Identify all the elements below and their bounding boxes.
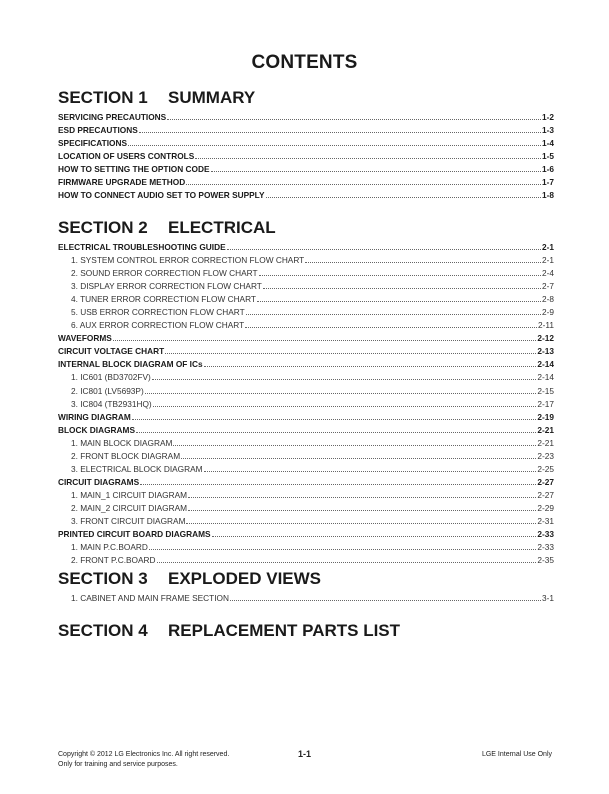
section-3 xyxy=(58,569,554,605)
copyright-text: Copyright © 2012 LG Electronics Inc. All right reserved. xyxy=(58,751,230,758)
toc-entry-title: 5. USB ERROR CORRECTION FLOW CHART xyxy=(71,307,245,318)
dot-leader xyxy=(145,393,537,394)
toc-entry-title: BLOCK DIAGRAMS xyxy=(58,424,135,435)
dot-leader xyxy=(188,510,536,511)
toc-entry-title: 2. SOUND ERROR CORRECTION FLOW CHART xyxy=(71,268,258,279)
dot-leader xyxy=(257,301,541,302)
toc-entry xyxy=(58,437,554,450)
toc-entry xyxy=(58,176,554,189)
toc-entry-title: LOCATION OF USERS CONTROLS xyxy=(58,151,195,162)
toc-entry-title: CIRCUIT DIAGRAMS xyxy=(58,476,140,487)
toc-entry-title: 6. AUX ERROR CORRECTION FLOW CHART xyxy=(71,320,245,331)
toc-entry-page: 2-33 xyxy=(537,529,554,540)
toc-entry-page: 1-4 xyxy=(542,138,554,149)
toc-entry xyxy=(58,345,554,358)
toc-entry xyxy=(58,241,554,254)
toc-entry-page: 2-12 xyxy=(537,333,554,344)
toc-entry-title: ELECTRICAL TROUBLESHOOTING GUIDE xyxy=(58,242,226,252)
toc-entry xyxy=(58,476,554,489)
dot-leader xyxy=(195,158,541,159)
dot-leader xyxy=(157,562,537,563)
toc-entry-title: 3. ELECTRICAL BLOCK DIAGRAM xyxy=(71,463,203,474)
toc-entry-title: 1. SYSTEM CONTROL ERROR CORRECTION FLOW CHART xyxy=(71,255,305,266)
dot-leader xyxy=(173,445,536,446)
toc-entry-page: 2-27 xyxy=(537,489,554,500)
toc-entry-page: 2-15 xyxy=(537,385,554,396)
toc-entry xyxy=(58,137,554,150)
toc-entry xyxy=(58,267,554,280)
toc-entry-page: 1-7 xyxy=(542,177,554,188)
toc-entry-page: 2-19 xyxy=(537,411,554,422)
section-2 xyxy=(58,218,554,567)
dot-leader xyxy=(181,458,536,459)
dot-leader xyxy=(186,523,536,524)
toc-entry-title: HOW TO CONNECT AUDIO SET TO POWER SUPPLY xyxy=(58,190,265,201)
section-name: ELECTRICAL xyxy=(168,218,276,237)
toc-entry-page: 2-23 xyxy=(537,450,554,461)
dot-leader xyxy=(132,419,537,420)
toc-entry-title: WAVEFORMS xyxy=(58,333,112,344)
toc-entry xyxy=(58,150,554,163)
toc-entry-page: 1-8 xyxy=(542,190,554,201)
toc-entry-page: 2-14 xyxy=(537,359,554,370)
toc-entry-page: 1-5 xyxy=(542,151,554,162)
toc-entry-title: 2. FRONT P.C.BOARD xyxy=(71,555,156,566)
section-name: REPLACEMENT PARTS LIST xyxy=(168,621,401,640)
toc-entry-page: 1-3 xyxy=(542,125,554,136)
training-text: Only for training and service purposes. xyxy=(58,761,178,768)
section-number: SECTION 1 xyxy=(58,88,148,107)
toc-entry xyxy=(58,554,554,567)
toc-list xyxy=(58,592,554,605)
toc-entry-page: 2-35 xyxy=(537,555,554,566)
section-4 xyxy=(58,621,554,644)
toc-entry xyxy=(58,424,554,437)
internal-use-text: LGE Internal Use Only xyxy=(481,751,552,758)
toc-entry-title: 1. MAIN BLOCK DIAGRAM xyxy=(71,437,173,448)
toc-entry-title: 3. FRONT CIRCUIT DIAGRAM xyxy=(71,515,186,526)
toc-entry-title: ESD PRECAUTIONS xyxy=(58,125,138,136)
section-name: EXPLODED VIEWS xyxy=(168,569,322,588)
page-title: CONTENTS xyxy=(251,52,358,73)
toc-entry-title: 4. TUNER ERROR CORRECTION FLOW CHART xyxy=(71,294,257,305)
toc-entry xyxy=(58,124,554,137)
dot-leader xyxy=(259,275,541,276)
toc-entry-title: 2. IC801 (LV5693P) xyxy=(71,385,144,396)
toc-entry-title: HOW TO SETTING THE OPTION CODE xyxy=(58,164,210,175)
toc-entry xyxy=(58,280,554,293)
dot-leader xyxy=(227,249,541,250)
toc-entry-page: 2-8 xyxy=(542,294,554,305)
toc-entry-title: FIRMWARE UPGRADE METHOD xyxy=(58,177,186,188)
toc-entry-title: PRINTED CIRCUIT BOARD DIAGRAMS xyxy=(58,529,211,540)
toc-entry-page: 2-7 xyxy=(542,281,554,292)
toc-entry xyxy=(58,358,554,371)
toc-entry-title: 3. IC804 (TB2931HQ) xyxy=(71,398,152,409)
toc-entry-page: 1-2 xyxy=(542,112,554,122)
dot-leader xyxy=(266,197,541,198)
toc-entry xyxy=(58,592,554,605)
toc-entry xyxy=(58,398,554,411)
dot-leader xyxy=(204,471,537,472)
toc-entry xyxy=(58,411,554,424)
section-number: SECTION 3 xyxy=(58,569,148,588)
dot-leader xyxy=(140,484,536,485)
toc-entry xyxy=(58,163,554,176)
dot-leader xyxy=(230,600,541,601)
dot-leader xyxy=(212,536,537,537)
dot-leader xyxy=(149,549,537,550)
dot-leader xyxy=(136,432,536,433)
section-heading xyxy=(58,569,554,589)
toc-entry-title: SPECIFICATIONS xyxy=(58,138,127,149)
section-number: SECTION 4 xyxy=(58,621,148,640)
dot-leader xyxy=(263,288,541,289)
toc-entry-page: 2-9 xyxy=(542,307,554,318)
dot-leader xyxy=(128,145,541,146)
toc-entry-page: 1-6 xyxy=(542,164,554,175)
dot-leader xyxy=(113,340,537,341)
toc-entry-page: 3-1 xyxy=(542,593,554,603)
toc-entry-page: 2-27 xyxy=(537,476,554,487)
dot-leader xyxy=(246,314,541,315)
toc-entry-title: 3. DISPLAY ERROR CORRECTION FLOW CHART xyxy=(71,281,262,292)
toc-entry-title: 2. FRONT BLOCK DIAGRAM xyxy=(71,450,181,461)
dot-leader xyxy=(204,366,537,367)
toc-entry-page: 2-25 xyxy=(537,463,554,474)
toc-entry xyxy=(58,371,554,384)
toc-entry xyxy=(58,463,554,476)
dot-leader xyxy=(186,184,541,185)
toc-entry xyxy=(58,385,554,398)
section-number: SECTION 2 xyxy=(58,218,148,237)
toc-entry-page: 2-21 xyxy=(537,424,554,435)
toc-entry-page: 2-14 xyxy=(537,372,554,383)
page-number: 1-1 xyxy=(297,749,311,759)
dot-leader xyxy=(165,353,536,354)
dot-leader xyxy=(211,171,542,172)
toc-entry xyxy=(58,450,554,463)
dot-leader xyxy=(152,379,537,380)
toc-entry-title: 1. CABINET AND MAIN FRAME SECTION xyxy=(71,593,229,603)
section-heading xyxy=(58,621,554,641)
toc-entry xyxy=(58,515,554,528)
toc-entry-title: SERVICING PRECAUTIONS xyxy=(58,112,167,122)
toc-entry-title: 1. MAIN P.C.BOARD xyxy=(71,542,148,553)
toc-entry-title: WIRING DIAGRAM xyxy=(58,411,131,422)
dot-leader xyxy=(139,132,541,133)
toc-entry xyxy=(58,111,554,124)
dot-leader xyxy=(188,497,536,498)
toc-entry-title: 1. IC601 (BD3702FV) xyxy=(71,372,151,383)
dot-leader xyxy=(167,119,541,120)
toc-entry xyxy=(58,541,554,554)
toc-entry-page: 2-21 xyxy=(537,437,554,448)
toc-entry-title: INTERNAL BLOCK DIAGRAM OF ICs xyxy=(58,359,203,370)
toc-entry xyxy=(58,489,554,502)
toc-entry xyxy=(58,254,554,267)
toc-entry xyxy=(58,306,554,319)
toc-entry-page: 2-1 xyxy=(542,242,554,252)
toc-list xyxy=(58,241,554,567)
toc-entry-page: 2-31 xyxy=(537,515,554,526)
section-heading xyxy=(58,88,554,108)
toc-list xyxy=(58,111,554,202)
toc-entry xyxy=(58,528,554,541)
toc-entry-page: 2-4 xyxy=(542,268,554,279)
dot-leader xyxy=(305,262,541,263)
toc-entry-title: 2. MAIN_2 CIRCUIT DIAGRAM xyxy=(71,502,188,513)
toc-entry xyxy=(58,332,554,345)
dot-leader xyxy=(153,406,537,407)
toc-entry-page: 2-33 xyxy=(537,542,554,553)
section-heading xyxy=(58,218,554,238)
toc-entry-page: 2-17 xyxy=(537,398,554,409)
toc-entry xyxy=(58,189,554,202)
section-1 xyxy=(58,88,554,202)
toc-entry-page: 2-29 xyxy=(537,502,554,513)
toc-entry xyxy=(58,502,554,515)
dot-leader xyxy=(245,327,537,328)
section-name: SUMMARY xyxy=(168,88,256,107)
toc-entry-page: 2-11 xyxy=(538,320,554,331)
toc-entry xyxy=(58,319,554,332)
toc-entry xyxy=(58,293,554,306)
toc-entry-title: 1. MAIN_1 CIRCUIT DIAGRAM xyxy=(71,489,188,500)
toc-entry-page: 2-1 xyxy=(542,255,554,266)
toc-entry-title: CIRCUIT VOLTAGE CHART xyxy=(58,346,165,357)
toc-entry-page: 2-13 xyxy=(537,346,554,357)
